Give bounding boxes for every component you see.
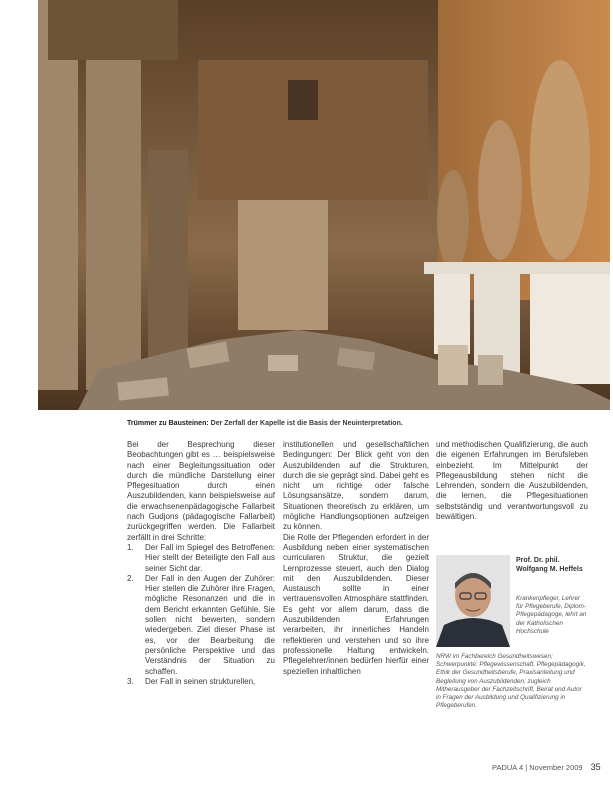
column1-paragraph: Bei der Besprechung dieser Beobachtungen gibt es … beispielsweise nach einer Begleitungssituation oder durch die mündliche Darstellung einer Pflegesituation durch einen Auszubildenden, kann beispielsweise auf die erwachsenenpädagogische Fallarbeit nach Gudjons (pädagogische Fallarbeit) zurückgegriffen werden. Die Fallarbeit zerfällt in drei Schritte: bbox=[127, 440, 275, 542]
list-item bbox=[127, 677, 275, 687]
casework-steps-list bbox=[127, 543, 275, 687]
author-name: Prof. Dr. phil. Wolfgang M. Heffels bbox=[516, 557, 583, 573]
photo-caption bbox=[127, 420, 403, 427]
column2-paragraph-2: Die Rolle der Pflegenden erfordert in der Ausbildung neben einer systematischen curricularen Struktur, die gezielt Lernprozesse steuert, auch den Dialog mit den Auszubildenden. Dieser Austausch sollte in einer vertrauensvollen Atmosphäre stattfinden. Es geht vor allem darum, dass die Auszubildenden Erfahrungen verarbeiten, ihr innerliches Handeln reflektieren und verstehen und so ihre professionelle Haltung entwickeln. Pflegelehrer/innen bedürfen hierfür einer speziellen inhaltlichen bbox=[283, 532, 429, 676]
list-item-number: 1. bbox=[127, 542, 134, 552]
list-item bbox=[127, 543, 275, 574]
list-item-text: Der Fall in den Augen der Zuhörer: Hier stellen die Zuhörer ihre Fragen, mögliche Resonanzen und die in dem Bericht erkannten Gefühle. Sie sollen nicht bewerten, sondern wiedergeben. Ziel dieser Phase ist es, vor der Bearbeitung die persönliche Perspektive und das Verständnis der Situation zu schaffen. bbox=[145, 573, 275, 676]
column3-paragraph: und methodischen Qualifizierung, die auch die eigenen Erfahrungen im Berufsleben einbezieht. Im Mittelpunkt der Pflegeausbildung stehen nicht die Lehrenden, sondern die Auszubildenden, die lernen, die Pflegesituationen selbstständig und verantwortungsvoll zu bewältigen. bbox=[436, 440, 588, 522]
text-column-3 bbox=[436, 440, 588, 522]
caption-text: Der Zerfall der Kapelle ist die Basis der Neuinterpretation. bbox=[208, 420, 403, 427]
page-footer bbox=[492, 762, 601, 772]
list-item-text: Der Fall in seinen strukturellen, bbox=[145, 676, 256, 686]
list-item-number: 2. bbox=[127, 573, 134, 583]
list-item bbox=[127, 574, 275, 677]
list-item-number: 3. bbox=[127, 676, 134, 686]
text-column-1 bbox=[127, 440, 275, 687]
author-bio-short: Krankenpfleger, Lehrer für Pflegeberufe, Diplom-Pflegepädagoge, lehrt an der Katholischen Hochschule bbox=[516, 595, 587, 635]
caption-lead: Trümmer zu Bausteinen: bbox=[127, 420, 209, 427]
chapel-ruin-photo bbox=[38, 0, 610, 410]
list-item-text: Der Fall im Spiegel des Betroffenen: Hier stellt der Beteiligte den Fall aus seiner Sicht dar. bbox=[145, 542, 275, 573]
page-number: 35 bbox=[590, 762, 601, 772]
author-bio-long: NRW im Fachbereich Gesundheitswesen; Schwerpunkte: Pflegewissenschaft, Pflegepädagogik, Ethik der Gesundheitsberufe, Praxisanleitung und Begleitung von Auszubildenden; zugleich Mitherausgeber der Fachzeitschrift, Beirat und Autor in Fragen der Ausbildung und Qualifizierung in Pflegeberufen. bbox=[436, 653, 586, 710]
author-portrait bbox=[436, 555, 510, 647]
text-column-2 bbox=[283, 440, 429, 677]
column2-paragraph-1: institutionellen und gesellschaftlichen Bedingungen: Der Blick geht von den Auszubildenden auf die Strukturen, durch die sie geprägt sind. Dabei geht es nicht um richtige oder falsche Lösungsansätze, sondern darum, Situationen theoretisch zu erklären, um mögliche Handlungsoptionen aufzeigen zu können. bbox=[283, 440, 429, 532]
issue-label: PADUA 4 | November 2009 bbox=[492, 763, 583, 772]
